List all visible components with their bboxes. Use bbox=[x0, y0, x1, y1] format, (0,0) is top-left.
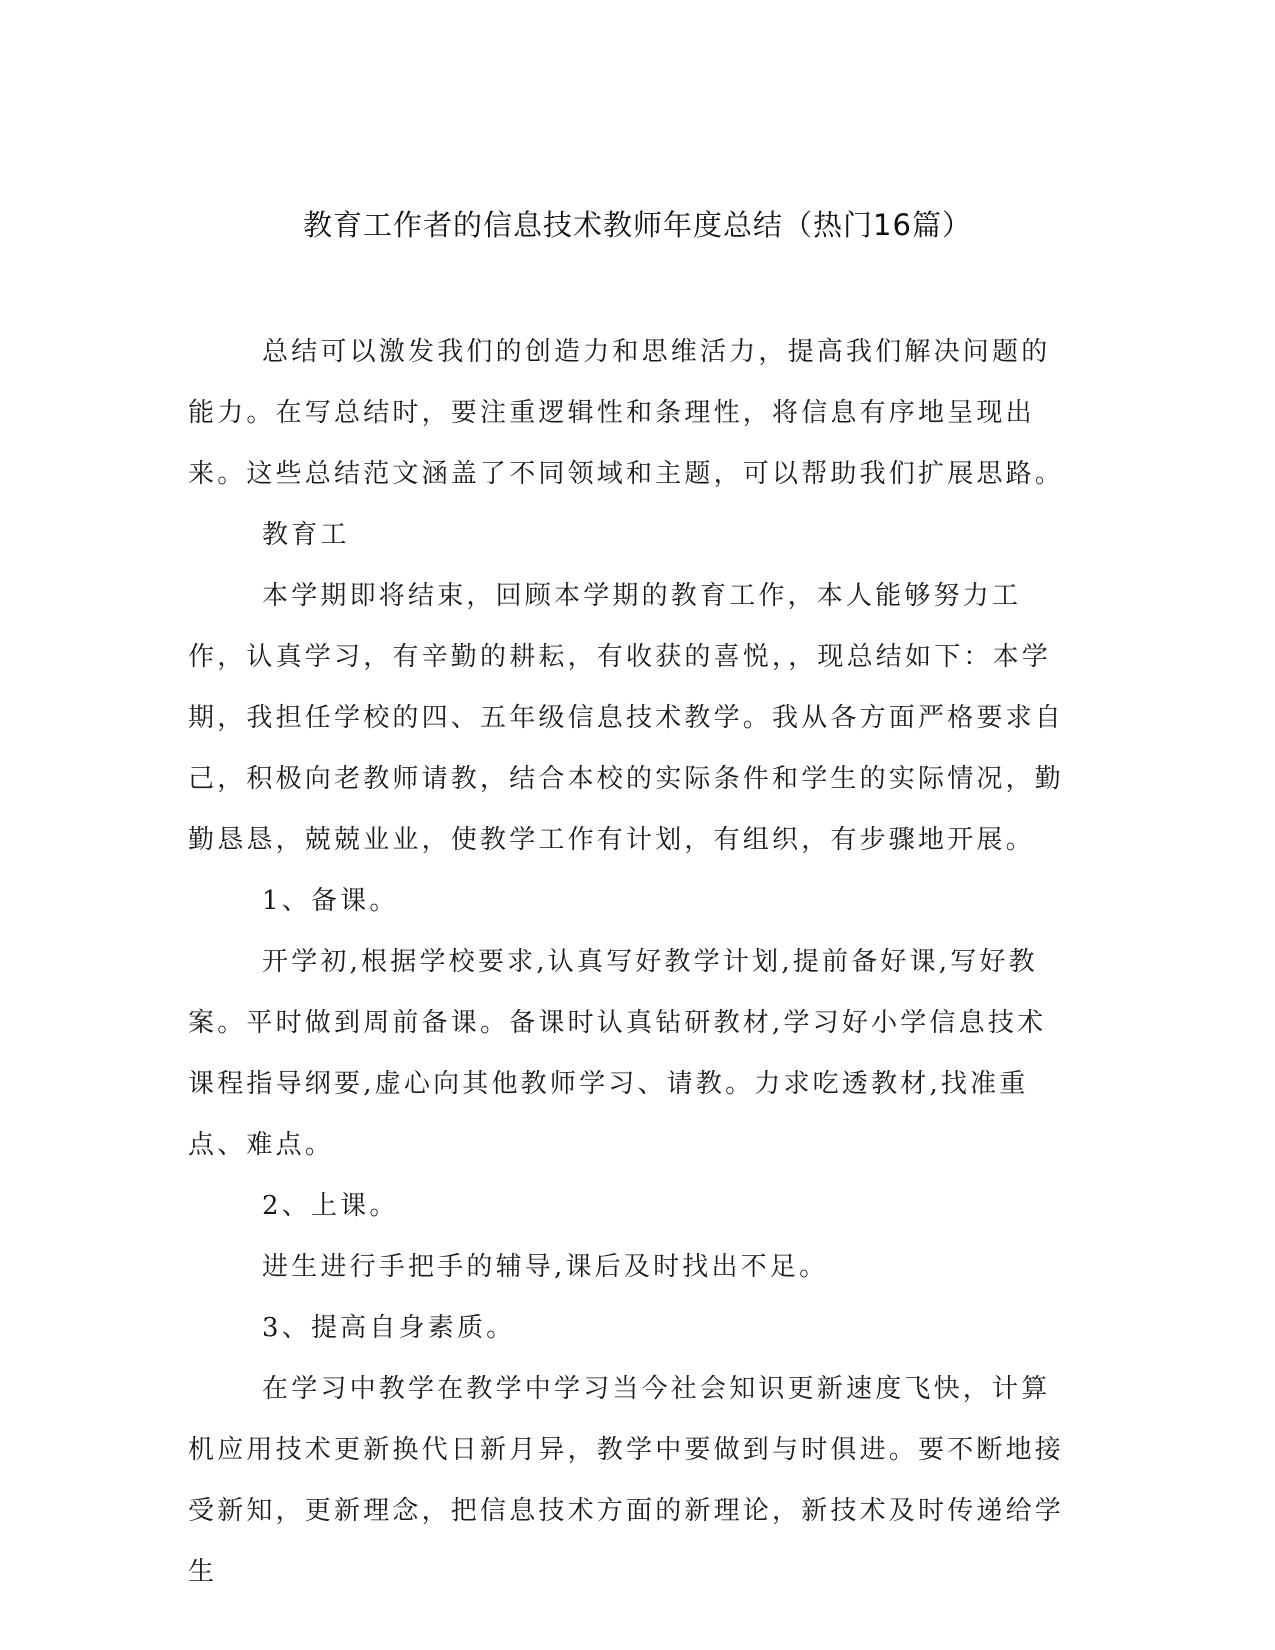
item-heading-lesson-prep: 1、备课。 bbox=[262, 886, 399, 916]
item-heading-teaching: 2、上课。 bbox=[262, 1191, 399, 1221]
summary-paragraph: 本学期即将结束，回顾本学期的教育工作，本人能够努力工作，认真学习，有辛勤的耕耘，有收获的喜悦，，现总结如下：本学期，我担任学校的四、五年级信息技术教学。我从各方面严格要求自己，积极向老教师请教，结合本校的实际条件和学生的实际情况，勤勤恳恳，兢兢业业，使教学工作有计划，有组织，有步骤地开展。 bbox=[188, 581, 1065, 855]
lesson-prep-paragraph: 开学初,根据学校要求,认真写好教学计划,提前备好课,写好教案。平时做到周前备课。备课时认真钻研教材,学习好小学信息技术课程指导纲要,虚心向其他教师学习、请教。力求吃透教材,找准重点、难点。 bbox=[188, 947, 1047, 1160]
document-body bbox=[188, 322, 1070, 1603]
document-title: 教育工作者的信息技术教师年度总结（热门16篇） bbox=[303, 208, 972, 242]
teaching-paragraph: 进生进行手把手的辅导,课后及时找出不足。 bbox=[262, 1252, 829, 1282]
section-heading: 教育工 bbox=[262, 520, 350, 550]
intro-paragraph: 总结可以激发我们的创造力和思维活力，提高我们解决问题的能力。在写总结时，要注重逻辑性和条理性，将信息有序地呈现出来。这些总结范文涵盖了不同领域和主题，可以帮助我们扩展思路。 bbox=[188, 337, 1065, 489]
item-heading-self-improvement: 3、提高自身素质。 bbox=[262, 1313, 516, 1343]
self-improvement-paragraph: 在学习中教学在教学中学习当今社会知识更新速度飞快，计算机应用技术更新换代日新月异，教学中要做到与时俱进。要不断地接受新知，更新理念，把信息技术方面的新理论，新技术及时传递给学生 bbox=[188, 1374, 1065, 1587]
